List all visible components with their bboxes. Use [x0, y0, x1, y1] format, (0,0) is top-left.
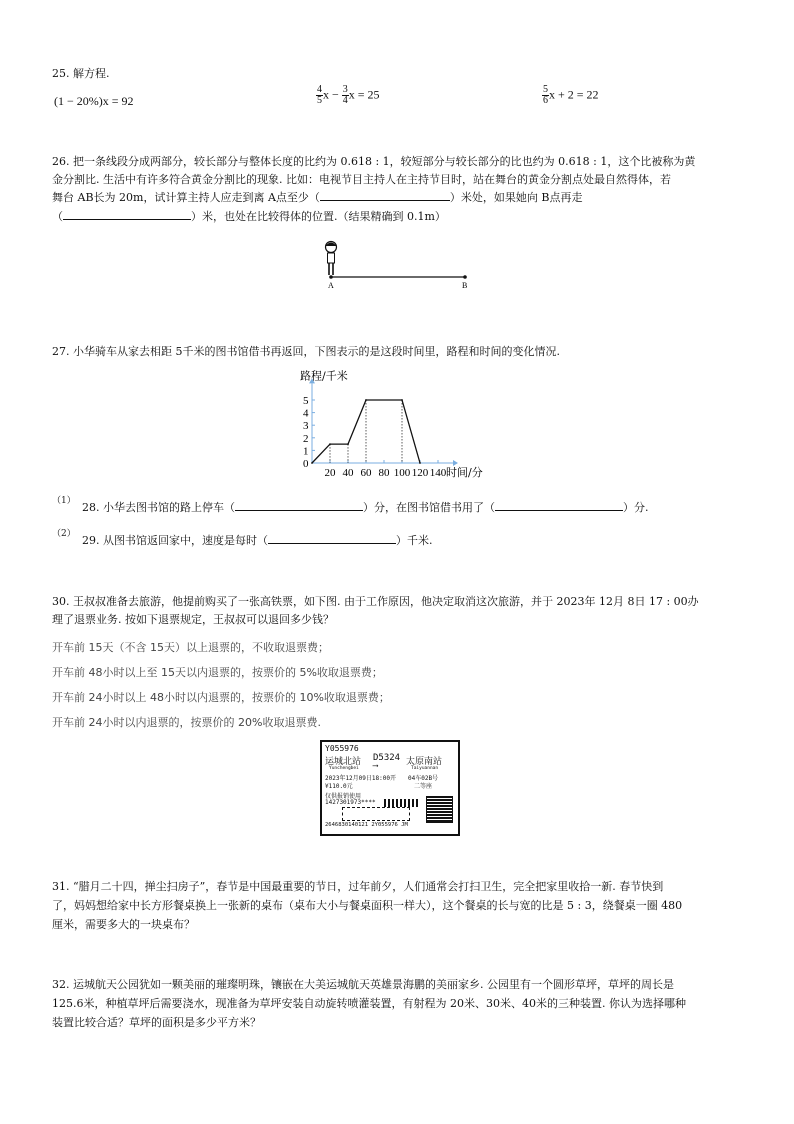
q32-line-3: 装置比较合适？草坪的面积是多少平方米？: [52, 1016, 261, 1029]
x-tick-label: 100: [393, 467, 411, 479]
y-tick-label: 0: [303, 458, 309, 470]
q27-sub-1-text-mid: ）分，在图书馆借书用了（: [363, 501, 495, 514]
train-ticket: [320, 740, 460, 836]
q25-title: 25. 解方程.: [52, 67, 110, 80]
host-person-icon: [326, 242, 337, 276]
x-tick-label: 140: [429, 467, 447, 479]
q32-line-1: 32. 运城航天公园犹如一颗美丽的璀璨明珠，镶嵌在大美运城航天英雄景海鹏的美丽家乡. 公园里有一个圆形草坪，草坪的周长是: [52, 978, 674, 991]
x-tick-label: 60: [360, 467, 372, 479]
answer-blank-5[interactable]: [268, 532, 396, 544]
data-point: [329, 443, 331, 445]
y-tick-label: 4: [303, 407, 309, 420]
sub-question-marker-1: （1）: [52, 496, 76, 506]
fraction-numerator: 5: [543, 84, 548, 95]
x-axis-label: 时间/分: [446, 466, 483, 479]
x-tick-label: 80: [378, 467, 390, 479]
equation-text: x −: [323, 87, 342, 102]
ticket-class: 二等座: [414, 783, 433, 790]
answer-blank-1[interactable]: [320, 189, 450, 201]
data-point: [401, 399, 403, 401]
ticket-notice-box: [342, 807, 410, 821]
label-b: B: [462, 281, 468, 290]
q26-line-4-open: （: [52, 210, 63, 223]
refund-rule-1: 开车前 15天（不含 15天）以上退票的，不收取退票费；: [52, 641, 329, 654]
x-tick-label: 120: [411, 467, 429, 479]
refund-rule-3: 开车前 24小时以上 48小时以内退票的，按票价的 10%收取退票费；: [52, 691, 390, 704]
ticket-from-station: 运城北站: [325, 757, 362, 767]
fraction-numerator: 3: [342, 84, 348, 95]
ticket-id: 1427301973****: [325, 799, 376, 806]
ticket-train-number: D5324: [373, 753, 401, 763]
equation-text: x + 2 = 22: [549, 87, 599, 102]
y-tick-label: 1: [303, 445, 309, 458]
ticket-code: 2646830140121 2Y055976 JM: [325, 822, 408, 828]
q30-line-2: 理了退票业务. 按如下退票规定，王叔叔可以退回多少钱？: [52, 613, 334, 626]
y-axis-label: 路程/千米: [300, 369, 348, 383]
answer-blank-4[interactable]: [495, 499, 623, 511]
q27-sub-2-text: 29. 从图书馆返回家中，速度是每时（: [82, 534, 268, 547]
fraction-denominator: 5: [317, 95, 322, 106]
q26-line-1: 26. 把一条线段分成两部分，较长部分与整体长度的比约为 0.618 : 1，较短部分与较长部分的比也约为 0.618 : 1，这个比被称为黄: [52, 155, 696, 168]
point-b: [463, 275, 467, 279]
data-point: [347, 443, 349, 445]
label-a: A: [328, 281, 334, 290]
q26-line-3-text-end: ）米处，如果她向 B点再走: [449, 191, 583, 204]
ticket-serial: Y055976: [325, 744, 359, 753]
ticket-pattern: [384, 799, 420, 807]
ticket-seat: 04车02B号: [408, 775, 439, 782]
y-tick-label: 3: [303, 420, 309, 433]
stage-figure: [310, 236, 485, 292]
q26-line-4-text: ）米，也处在比较得体的位置.（结果精确到 0.1m）: [191, 210, 446, 223]
answer-blank-3[interactable]: [235, 499, 363, 511]
fraction-denominator: 6: [543, 95, 548, 106]
point-a: [329, 275, 333, 279]
q30-line-1: 30. 王叔叔准备去旅游，他提前购买了一张高铁票，如下图. 由于工作原因，他决定取消这次旅游，并于 2023年 12月 8日 17 : 00办: [52, 595, 699, 608]
q32-line-2: 125.6米，种植草坪后需要浇水，现准备为草坪安装自动旋转喷灌装置，有射程为 20米、30米、40米的三种装置. 你认为选择哪种: [52, 997, 686, 1010]
q27-sub-1-text-end: ）分.: [623, 501, 649, 514]
q26-line-3: [52, 189, 582, 205]
refund-rule-2: 开车前 48小时以上至 15天以内退票的，按票价的 5%收取退票费；: [52, 666, 383, 679]
x-tick-label: 40: [342, 467, 354, 479]
q31-line-1: 31. “腊月二十四，掸尘扫房子”，春节是中国最重要的节日，过年前夕，人们通常会打扫卫生，完全把家里收拾一新. 春节快到: [52, 880, 664, 893]
y-tick-label: 2: [303, 432, 309, 445]
data-point: [365, 399, 367, 401]
refund-rule-4: 开车前 24小时以内退票的，按票价的 20%收取退票费.: [52, 716, 321, 729]
q25-equation-3: [542, 85, 599, 106]
q27-sub-1-text: 28. 小华去图书馆的路上停车（: [82, 501, 235, 514]
q26-line-2: 金分割比. 生活中有许多符合黄金分割比的现象. 比如：电视节目主持人在主持节目时，站在舞台的黄金分割点处最自然得体，若: [52, 173, 671, 186]
x-tick-label: 20: [324, 467, 336, 479]
q27-sub-2-text-end: ）千米.: [396, 534, 433, 547]
q27-sub-2: [82, 532, 433, 548]
data-point: [311, 462, 313, 464]
ticket-to-pinyin: Taiyuannan: [411, 766, 439, 771]
qr-code-icon: [426, 796, 453, 823]
ticket-price: ¥110.0元: [325, 783, 353, 790]
q31-line-3: 厘米，需要多大的一块桌布？: [52, 918, 195, 931]
fraction-denominator: 4: [342, 95, 348, 106]
ticket-from-pinyin: Yunchengbei: [329, 766, 359, 771]
fraction-numerator: 4: [317, 84, 322, 95]
ticket-note: 仅供报销使用: [325, 793, 362, 800]
sub-question-marker-2: （2）: [52, 529, 76, 539]
q31-line-2: 了，妈妈想给家中长方形餐桌换上一张新的桌布（桌布大小与餐桌面积一样大），这个餐桌的长与宽的比是 5 : 3，绕餐桌一圈 480: [52, 899, 683, 912]
ticket-to-station: 太原南站: [406, 757, 443, 767]
ticket-datetime: 2023年12月09日18:00开: [325, 775, 396, 782]
q25-equation-1: (1 − 20%)x = 92: [54, 94, 134, 108]
q27-sub-1: [82, 499, 649, 515]
distance-time-chart: [292, 362, 522, 480]
data-point: [419, 462, 421, 464]
arrow-right-icon: ⟶: [373, 761, 378, 770]
q27-intro: 27. 小华骑车从家去相距 5千米的图书馆借书再返回，下图表示的是这段时间里，路程和时间的变化情况.: [52, 345, 560, 358]
equation-text: x = 25: [348, 87, 380, 102]
q25-equation-2: [316, 85, 380, 106]
y-tick-label: 5: [303, 395, 309, 407]
q26-line-3-text: 舞台 AB长为 20m，试计算主持人应走到离 A点至少（: [52, 191, 320, 204]
q26-line-4: [52, 208, 446, 224]
answer-blank-2[interactable]: [63, 208, 191, 220]
